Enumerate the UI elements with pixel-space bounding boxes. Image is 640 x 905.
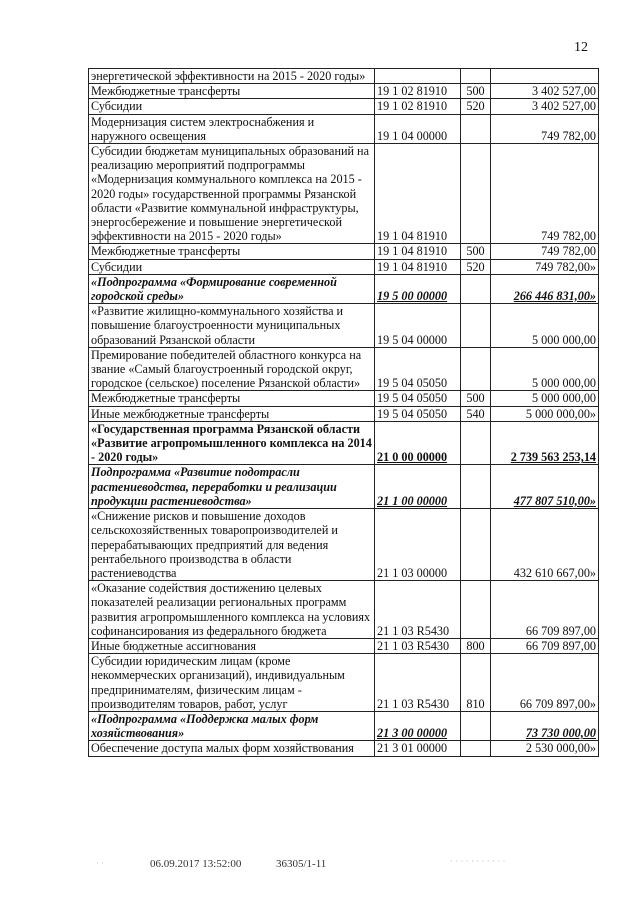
expense-type-code bbox=[461, 421, 491, 465]
amount: 749 782,00 bbox=[491, 114, 599, 143]
expense-type-code: 500 bbox=[461, 391, 491, 406]
target-article-code: 19 1 04 81910 bbox=[375, 259, 461, 274]
table-row bbox=[89, 84, 599, 99]
target-article-code: 19 5 00 00000 bbox=[375, 274, 461, 303]
expense-type-code bbox=[461, 581, 491, 639]
amount: 2 530 000,00» bbox=[491, 741, 599, 756]
expense-type-code: 500 bbox=[461, 244, 491, 259]
amount: 2 739 563 253,14 bbox=[491, 421, 599, 465]
row-name: «Снижение рисков и повышение доходов сельскохозяйственных товаропроизводителей и перерабатывающих предприятий для ведения рентабельного производства в области растениеводства bbox=[89, 509, 375, 581]
row-name: «Подпрограмма «Формирование современной городской среды» bbox=[89, 274, 375, 303]
expense-type-code bbox=[461, 509, 491, 581]
amount: 66 709 897,00 bbox=[491, 581, 599, 639]
faint-mark-right: · · · · · · · · · · · bbox=[450, 856, 506, 866]
target-article-code: 19 1 02 81910 bbox=[375, 84, 461, 99]
amount: 5 000 000,00» bbox=[491, 406, 599, 421]
target-article-code: 19 1 04 00000 bbox=[375, 114, 461, 143]
row-name: Обеспечение доступа малых форм хозяйствования bbox=[89, 741, 375, 756]
table-row bbox=[89, 244, 599, 259]
table-row bbox=[89, 421, 599, 465]
target-article-code: 19 1 04 81910 bbox=[375, 244, 461, 259]
footer-doc-number: 36305/1-11 bbox=[276, 858, 327, 870]
table-row bbox=[89, 99, 599, 114]
amount: 3 402 527,00 bbox=[491, 99, 599, 114]
target-article-code: 21 1 03 R5430 bbox=[375, 654, 461, 712]
amount: 749 782,00 bbox=[491, 144, 599, 244]
target-article-code: 21 1 03 R5430 bbox=[375, 638, 461, 653]
row-name: энергетической эффективности на 2015 - 2020 годы» bbox=[89, 69, 375, 84]
target-article-code: 21 3 00 00000 bbox=[375, 711, 461, 740]
expense-type-code: 520 bbox=[461, 99, 491, 114]
expense-type-code bbox=[461, 465, 491, 509]
expense-type-code bbox=[461, 711, 491, 740]
amount: 5 000 000,00 bbox=[491, 347, 599, 391]
table-row bbox=[89, 741, 599, 756]
amount: 3 402 527,00 bbox=[491, 84, 599, 99]
amount: 5 000 000,00 bbox=[491, 391, 599, 406]
row-name: Субсидии юридическим лицам (кроме некоммерческих организаций), индивидуальным предпринимателям, физическим лицам - производителям товаров, работ, услуг bbox=[89, 654, 375, 712]
expense-type-code bbox=[461, 69, 491, 84]
target-article-code: 19 5 04 05050 bbox=[375, 391, 461, 406]
amount: 66 709 897,00 bbox=[491, 638, 599, 653]
expense-type-code: 520 bbox=[461, 259, 491, 274]
row-name: Межбюджетные трансферты bbox=[89, 244, 375, 259]
page-number: 12 bbox=[574, 40, 588, 55]
target-article-code: 19 1 02 81910 bbox=[375, 99, 461, 114]
target-article-code: 21 0 00 00000 bbox=[375, 421, 461, 465]
table-row bbox=[89, 391, 599, 406]
target-article-code: 19 5 04 05050 bbox=[375, 406, 461, 421]
table-row bbox=[89, 509, 599, 581]
expense-type-code: 500 bbox=[461, 84, 491, 99]
expense-type-code bbox=[461, 274, 491, 303]
target-article-code: 21 1 00 00000 bbox=[375, 465, 461, 509]
table-row bbox=[89, 711, 599, 740]
row-name: Модернизация систем электроснабжения и наружного освещения bbox=[89, 114, 375, 143]
amount: 5 000 000,00 bbox=[491, 304, 599, 348]
expense-type-code bbox=[461, 144, 491, 244]
row-name: Подпрограмма «Развитие подотрасли растениеводства, переработки и реализации продукции растениеводства» bbox=[89, 465, 375, 509]
table-row bbox=[89, 259, 599, 274]
row-name: Иные бюджетные ассигнования bbox=[89, 638, 375, 653]
row-name: «Развитие жилищно-коммунального хозяйства и повышение благоустроенности муниципальных образований Рязанской области bbox=[89, 304, 375, 348]
expense-type-code: 540 bbox=[461, 406, 491, 421]
table-row bbox=[89, 581, 599, 639]
budget-table bbox=[88, 68, 599, 757]
table-row bbox=[89, 144, 599, 244]
expense-type-code bbox=[461, 304, 491, 348]
amount: 266 446 831,00» bbox=[491, 274, 599, 303]
table-row bbox=[89, 406, 599, 421]
target-article-code: 19 5 04 05050 bbox=[375, 347, 461, 391]
expense-type-code bbox=[461, 741, 491, 756]
expense-type-code bbox=[461, 347, 491, 391]
row-name: Межбюджетные трансферты bbox=[89, 84, 375, 99]
amount: 66 709 897,00» bbox=[491, 654, 599, 712]
row-name: Субсидии бюджетам муниципальных образований на реализацию мероприятий подпрограммы «Модернизация коммунального комплекса на 2015 - 2020 годы» государственной программы Рязанской области «Развитие коммунальной инфраструктуры, энергосбережение и повышение энергетической эффективности на 2015 - 2020 годы» bbox=[89, 144, 375, 244]
row-name: «Государственная программа Рязанской области «Развитие агропромышленного комплекса на 2014 - 2020 годы» bbox=[89, 421, 375, 465]
amount: 749 782,00 bbox=[491, 244, 599, 259]
expense-type-code: 810 bbox=[461, 654, 491, 712]
row-name: Субсидии bbox=[89, 99, 375, 114]
footer-datetime: 06.09.2017 13:52:00 bbox=[150, 858, 242, 870]
row-name: Субсидии bbox=[89, 259, 375, 274]
table-row bbox=[89, 304, 599, 348]
target-article-code: 19 1 04 81910 bbox=[375, 144, 461, 244]
table-row bbox=[89, 638, 599, 653]
table-row bbox=[89, 465, 599, 509]
row-name: Иные межбюджетные трансферты bbox=[89, 406, 375, 421]
faint-mark-left: · · bbox=[96, 858, 105, 868]
table-row bbox=[89, 274, 599, 303]
target-article-code: 21 1 03 R5430 bbox=[375, 581, 461, 639]
target-article-code: 21 1 03 00000 bbox=[375, 509, 461, 581]
expense-type-code bbox=[461, 114, 491, 143]
amount: 477 807 510,00» bbox=[491, 465, 599, 509]
table-row bbox=[89, 114, 599, 143]
row-name: Премирование победителей областного конкурса на звание «Самый благоустроенный городской округ, городское (сельское) поселение Рязанской области» bbox=[89, 347, 375, 391]
expense-type-code: 800 bbox=[461, 638, 491, 653]
amount: 749 782,00» bbox=[491, 259, 599, 274]
amount: 432 610 667,00» bbox=[491, 509, 599, 581]
table-row bbox=[89, 347, 599, 391]
table-row bbox=[89, 69, 599, 84]
row-name: «Оказание содействия достижению целевых показателей реализации региональных программ развития агропромышленного комплекса на условиях софинансирования из федерального бюджета bbox=[89, 581, 375, 639]
amount bbox=[491, 69, 599, 84]
table-row bbox=[89, 654, 599, 712]
target-article-code: 21 3 01 00000 bbox=[375, 741, 461, 756]
row-name: «Подпрограмма «Поддержка малых форм хозяйствования» bbox=[89, 711, 375, 740]
target-article-code: 19 5 04 00000 bbox=[375, 304, 461, 348]
amount: 73 730 000,00 bbox=[491, 711, 599, 740]
row-name: Межбюджетные трансферты bbox=[89, 391, 375, 406]
target-article-code bbox=[375, 69, 461, 84]
